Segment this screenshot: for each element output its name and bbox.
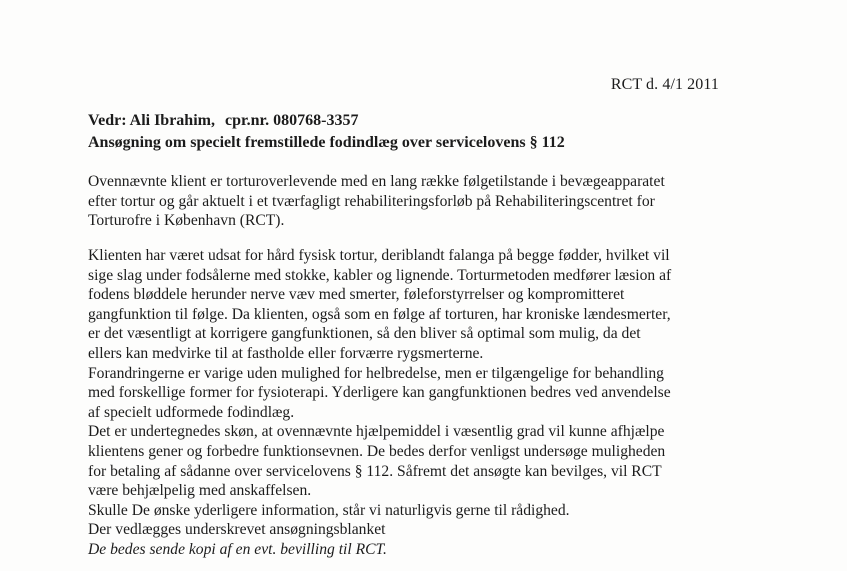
text-line: Det er undertegnedes skøn, at ovennævnte hjælpemiddel i væsentlig grad vil kunne afhjælpe (88, 423, 665, 441)
subject-title: Ansøgning om specielt fremstillede fodindlæg over servicelovens § 112 (88, 134, 565, 151)
subject-cpr-number: cpr.nr. 080768-3357 (224, 112, 359, 129)
dateline: RCT d. 4/1 2011 (610, 76, 719, 93)
subject-client-name: Vedr: Ali Ibrahim, (88, 112, 215, 129)
text-line: Forandringerne er varige uden mulighed for helbredelse, men er tilgængelige for behandling (88, 364, 664, 382)
text-line: ellers kan medvirke til at fastholde eller forværre rygsmerterne. (88, 344, 484, 362)
text-line: efter tortur og går aktuelt i et tværfagligt rehabiliteringsforløb på Rehabiliteringscentret for (88, 192, 655, 210)
text-line: Torturofre i København (RCT). (88, 212, 285, 230)
subject-block (88, 110, 565, 154)
text-line: med forskellige former for fysioterapi. Yderligere kan gangfunktionen bedres ved anvendelse (88, 384, 671, 402)
text-line: fodens bløddele herunder nerve væv med smerter, føleforstyrrelser og kompromitteret (88, 286, 625, 304)
text-line: for betaling af sådanne over servicelovens § 112. Såfremt det ansøgte kan bevilges, vil RCT (88, 462, 662, 480)
text-line: Der vedlægges underskrevet ansøgningsblanket (88, 521, 386, 539)
text-line: gangfunktion til følge. Da klienten, også som en følge af torturen, har kroniske lændesmerter, (88, 305, 671, 323)
closing-note: De bedes sende kopi af en evt. bevilling til RCT. (88, 540, 387, 558)
paragraph-intro (88, 172, 665, 231)
text-line: klientens gener og forbedre funktionsevnen. De bedes derfor venligst undersøge muligheden (88, 442, 666, 460)
paragraph-main (88, 246, 671, 560)
subject-reference-line (88, 110, 565, 132)
text-line: være behjælpelig med anskaffelsen. (88, 482, 312, 500)
text-line: Klienten har været udsat for hård fysisk tortur, deriblandt falanga på begge fødder, hvilket vil (88, 247, 670, 264)
text-line: er det væsentligt at korrigere gangfunktionen, så den bliver så optimal som mulig, da det (88, 325, 641, 343)
text-line: af specielt udformede fodindlæg. (88, 403, 295, 421)
text-line: Ovennævnte klient er torturoverlevende med en lang række følgetilstande i bevægeapparatet (88, 173, 665, 190)
text-line: sige slag under fodsålerne med stokke, kabler og lignende. Torturmetoden medfører læsion af (88, 266, 672, 284)
text-line: Skulle De ønske yderligere information, står vi naturligvis gerne til rådighed. (88, 501, 570, 519)
